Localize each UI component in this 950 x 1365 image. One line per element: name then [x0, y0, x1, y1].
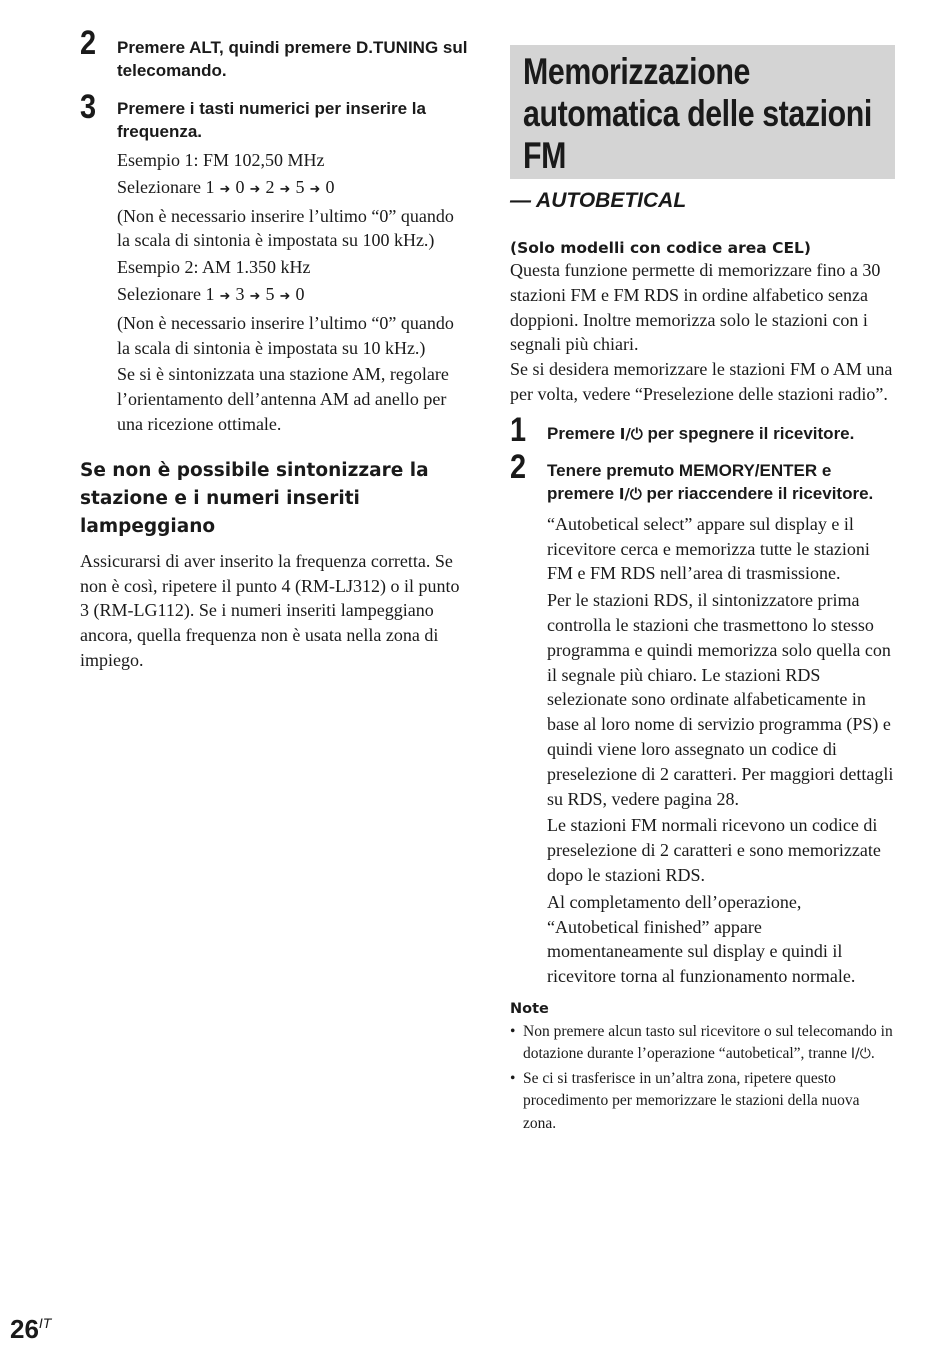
step-number: 3: [80, 88, 97, 126]
notes-list: [510, 1021, 895, 1136]
example-2-note: (Non è necessario inserire l’ultimo “0” quando la scala di sintonia è impostata su 10 kHz.): [117, 312, 454, 358]
step-paragraph: Per le stazioni RDS, il sintonizzatore prima controlla le stazioni che trasmettono lo stesso programma e quindi memorizza solo quella con il segnale più chiaro. Le stazioni RDS selezionate sono ordinate alfabeticamente in base al loro nome di servizio programma (PS) e quindi viene loro assegnato un codice di preselezione di 2 caratteri. Per maggiori dettagli su RDS, vedere pagina 28.: [547, 590, 894, 809]
power-icon: I/⏻: [619, 424, 643, 443]
arrow-right-icon: ➜: [249, 287, 261, 303]
step-2-alt-dtuning: [80, 24, 470, 82]
step-title: Tenere premuto MEMORY/ENTER e premere I/⏻ per riaccendere il ricevitore.: [547, 460, 874, 503]
step-title: Premere ALT, quindi premere D.TUNING sul telecomando.: [117, 38, 468, 80]
step-paragraph: “Autobetical select” appare sul display e il ricevitore cerca e memorizza tutte le stazioni FM e FM RDS nell’area di trasmissione.: [547, 513, 870, 584]
section-title: Memorizzazione automatica delle stazioni FM: [523, 51, 872, 176]
arrow-right-icon: ➜: [279, 180, 291, 196]
arrow-right-icon: ➜: [219, 180, 231, 196]
step-title: Premere i tasti numerici per inserire la frequenza.: [117, 99, 426, 141]
trouble-text: Assicurarsi di aver inserito la frequenza corretta. Se non è così, ripetere il punto 4 (RM-LJ312) o il punto 3 (RM-LG112). Se i numeri inseriti lampeggiano ancora, quella frequenza non è usata nella zona di impiego.: [80, 550, 460, 670]
note-title: Note: [510, 1000, 549, 1017]
arrow-right-icon: ➜: [249, 180, 261, 196]
step-body: [117, 148, 470, 437]
am-antenna-note: Se si è sintonizzata una stazione AM, regolare l’orientamento dell’antenna AM ad anello per una ricezione ottimale.: [117, 364, 449, 434]
page-number: $26^{IT}$: [10, 1314, 52, 1344]
intro-paragraph-2: Se si desidera memorizzare le stazioni FM o AM una per volta, vedere “Preselezione delle stazioni radio”.: [510, 359, 893, 404]
step-title: Premere I/⏻ per spegnere il ricevitore.: [547, 423, 855, 443]
arrow-right-icon: ➜: [219, 287, 231, 303]
step-number: 1: [510, 410, 527, 449]
section-title-box: [510, 45, 895, 179]
region-note: (Solo modelli con codice area CEL): [510, 239, 812, 257]
left-column: [80, 24, 470, 673]
section-subtitle: — AUTOBETICAL: [510, 189, 687, 212]
right-column: [510, 45, 895, 1137]
step-body: [547, 512, 895, 989]
arrow-right-icon: ➜: [309, 180, 321, 196]
example-2-label: Esempio 2: AM 1.350 kHz: [117, 257, 311, 278]
step-2-autobetical: [510, 447, 895, 989]
intro-paragraph-1: Questa funzione permette di memorizzare fino a 30 stazioni FM e FM RDS in ordine alfabetico senza doppioni. Inoltre memorizza solo le stazioni con i segnali più chiari.: [510, 260, 881, 355]
step-paragraph: Le stazioni FM normali ricevono un codice di preselezione di 2 caratteri e sono memorizzate dopo le stazioni RDS.: [547, 815, 881, 885]
step-number: 2: [510, 447, 527, 486]
note-item: • Se ci si trasferisce in un’altra zona, ripetere questo procedimento per memorizzare le stazioni della nuova zona.: [510, 1068, 895, 1136]
power-icon: I/⏻: [850, 1046, 871, 1063]
example-1-note: (Non è necessario inserire l’ultimo “0” quando la scala di sintonia è impostata su 100 kHz.): [117, 205, 454, 251]
example-1-sequence: Selezionare 1 ➜ 0 ➜ 2 ➜ 5 ➜ 0: [117, 175, 470, 202]
step-paragraph: Al completamento dell’operazione, “Autobetical finished” appare momentaneamente sul display e quindi il ricevitore torna al funzionamento normale.: [547, 891, 856, 987]
example-1-label: Esempio 1: FM 102,50 MHz: [117, 150, 325, 170]
step-number: 2: [80, 24, 97, 62]
step-3-numeric-keys: [80, 88, 470, 437]
power-icon: I/⏻: [618, 484, 642, 503]
arrow-right-icon: ➜: [279, 287, 291, 303]
example-2-sequence: Selezionare 1 ➜ 3 ➜ 5 ➜ 0: [117, 282, 470, 309]
note-item: • Non premere alcun tasto sul ricevitore o sul telecomando in dotazione durante l’operazione “autobetical”, tranne I/⏻.: [510, 1021, 895, 1066]
step-1-power-off: [510, 410, 895, 449]
trouble-heading: Se non è possibile sintonizzare la stazione e i numeri inseriti lampeggiano: [80, 459, 429, 537]
